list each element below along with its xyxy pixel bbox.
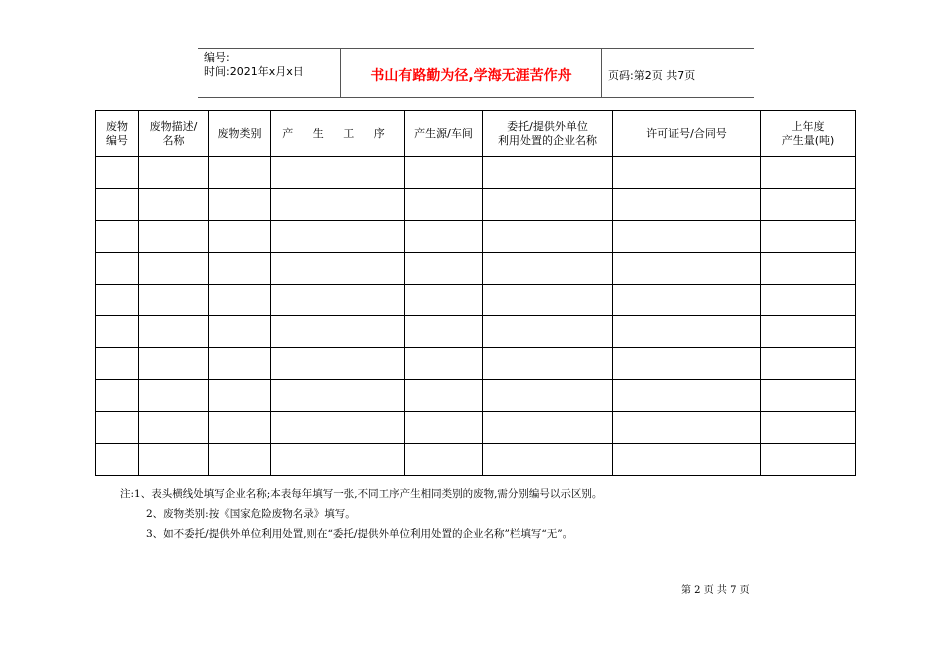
table-cell[interactable] [209,444,271,476]
table-cell[interactable] [483,252,613,284]
note-3: 3、如不委托/提供外单位利用处置,则在“委托/提供外单位利用处置的企业名称”栏填写“无”。 [146,528,574,540]
table-row [96,444,856,476]
table-cell[interactable] [271,380,405,412]
table-cell[interactable] [209,188,271,220]
table-cell[interactable] [209,380,271,412]
table-cell[interactable] [271,188,405,220]
table-cell[interactable] [209,348,271,380]
table-cell[interactable] [761,412,856,444]
header-waste-description: 废物描述/ 名称 [139,111,209,157]
table-cell[interactable] [761,188,856,220]
table-cell[interactable] [613,157,761,189]
table-cell[interactable] [209,252,271,284]
header-license-contract: 许可证号/合同号 [613,111,761,157]
serial-label: 编号: [204,51,230,64]
table-cell[interactable] [139,157,209,189]
table-cell[interactable] [96,348,139,380]
header-left-cell [198,49,341,97]
time-label: 时间:2021年x月x日 [204,65,304,78]
table-cell[interactable] [96,380,139,412]
table-cell[interactable] [271,412,405,444]
table-row [96,316,856,348]
table-cell[interactable] [761,316,856,348]
table-cell[interactable] [96,284,139,316]
table-cell[interactable] [761,284,856,316]
table-cell[interactable] [209,157,271,189]
table-cell[interactable] [761,380,856,412]
table-row [96,220,856,252]
table-cell[interactable] [761,444,856,476]
table-header-row [96,111,856,157]
table-cell[interactable] [271,157,405,189]
table-cell[interactable] [139,348,209,380]
header-waste-category: 废物类别 [209,111,271,157]
table-row [96,252,856,284]
table-cell[interactable] [613,284,761,316]
table-cell[interactable] [209,220,271,252]
table-cell[interactable] [405,188,483,220]
table-cell[interactable] [483,188,613,220]
table-cell[interactable] [96,220,139,252]
table-cell[interactable] [613,412,761,444]
table-cell[interactable] [139,316,209,348]
table-row [96,348,856,380]
table-cell[interactable] [761,220,856,252]
table-cell[interactable] [613,220,761,252]
table-cell[interactable] [96,412,139,444]
table-row [96,380,856,412]
table-cell[interactable] [613,188,761,220]
table-cell[interactable] [139,380,209,412]
header-waste-id: 废物 编号 [96,111,139,157]
header-motto-cell [341,49,602,97]
table-cell[interactable] [761,157,856,189]
page-footer: 第 2 页 共 7 页 [681,585,750,596]
motto-text: 书山有路勤为径,学海无涯苦作舟 [370,68,572,84]
table-cell[interactable] [761,348,856,380]
table-cell[interactable] [405,412,483,444]
table-cell[interactable] [271,220,405,252]
table-cell[interactable] [96,188,139,220]
table-cell[interactable] [271,444,405,476]
waste-table [95,110,856,476]
table-cell[interactable] [483,380,613,412]
table-cell[interactable] [139,284,209,316]
table-cell[interactable] [405,444,483,476]
table-cell[interactable] [271,348,405,380]
table-cell[interactable] [96,444,139,476]
table-cell[interactable] [271,316,405,348]
table-cell[interactable] [209,316,271,348]
table-cell[interactable] [405,348,483,380]
table-cell[interactable] [483,412,613,444]
table-cell[interactable] [483,348,613,380]
table-cell[interactable] [483,284,613,316]
table-cell[interactable] [139,444,209,476]
header-source-workshop: 产生源/车间 [405,111,483,157]
header-production-process: 产 生 工 序 [271,111,405,157]
table-cell[interactable] [613,348,761,380]
table-cell[interactable] [405,252,483,284]
table-cell[interactable] [613,316,761,348]
table-row [96,412,856,444]
table-row [96,284,856,316]
table-cell[interactable] [139,188,209,220]
table-cell[interactable] [405,380,483,412]
note-1: 注:1、表头横线处填写企业名称;本表每年填写一张,不同工序产生相同类别的废物,需分别编号以示区别。 [120,488,603,500]
header-last-year-amount: 上年度 产生量(吨) [761,111,856,157]
table-cell[interactable] [405,220,483,252]
table-cell[interactable] [405,157,483,189]
table-cell[interactable] [483,316,613,348]
table-cell[interactable] [613,252,761,284]
notes-section [120,484,602,544]
table-cell[interactable] [96,157,139,189]
table-cell[interactable] [209,284,271,316]
table-cell[interactable] [96,316,139,348]
table-cell[interactable] [483,220,613,252]
page-info: 页码:第2页 共7页 [608,69,696,82]
table-cell[interactable] [405,284,483,316]
document-header [198,48,754,98]
table-cell[interactable] [761,252,856,284]
table-cell[interactable] [483,444,613,476]
table-cell[interactable] [613,380,761,412]
table-cell[interactable] [139,220,209,252]
table-row [96,188,856,220]
note-2: 2、废物类别:按《国家危险废物名录》填写。 [146,508,356,520]
header-disposal-company: 委托/提供外单位 利用处置的企业名称 [483,111,613,157]
table-cell[interactable] [271,252,405,284]
table-cell[interactable] [271,284,405,316]
table-cell[interactable] [139,412,209,444]
table-cell[interactable] [139,252,209,284]
table-cell[interactable] [613,444,761,476]
table-cell[interactable] [405,316,483,348]
table-cell[interactable] [96,252,139,284]
table-row [96,157,856,189]
table-cell[interactable] [209,412,271,444]
table-cell[interactable] [483,157,613,189]
